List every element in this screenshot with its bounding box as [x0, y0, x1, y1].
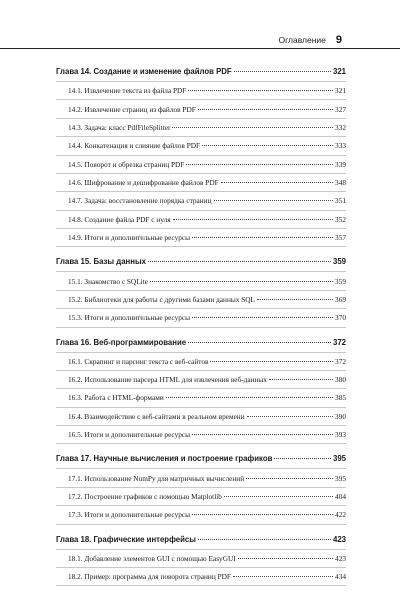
section-entry	[56, 191, 346, 209]
section-entry	[56, 228, 346, 247]
dot-leader	[186, 164, 333, 165]
section-page: 385	[335, 393, 346, 403]
section-title: 17.3. Итоги и дополнительные ресурсы	[68, 510, 191, 520]
toc-chapter	[56, 64, 346, 247]
section-page: 357	[335, 233, 346, 243]
toc-chapter	[56, 335, 346, 445]
chapter-page: 423	[332, 534, 346, 544]
dot-leader	[192, 317, 333, 318]
dot-leader	[198, 539, 331, 540]
section-title: 14.9. Итоги и дополнительные ресурсы	[68, 233, 191, 243]
chapter-page: 372	[332, 337, 346, 347]
chapter-title: Глава 17. Научные вычисления и построение графиков	[56, 454, 273, 464]
section-entry	[56, 425, 346, 444]
dot-leader	[238, 558, 333, 559]
dot-leader	[173, 219, 333, 220]
section-title: 16.3. Работа с HTML-формами	[68, 393, 164, 403]
section-page: 339	[335, 159, 346, 169]
section-title: 15.1. Знакомство с SQLite	[68, 276, 148, 286]
section-page: 422	[335, 510, 346, 520]
section-page: 404	[335, 491, 346, 501]
section-page: 321	[335, 86, 346, 96]
chapter-page: 359	[332, 257, 346, 267]
section-page: 370	[335, 313, 346, 323]
chapter-entry	[56, 254, 346, 271]
dot-leader	[192, 237, 333, 238]
dot-leader	[269, 379, 333, 380]
chapter-page: 321	[332, 67, 346, 76]
section-page: 351	[335, 196, 346, 206]
section-entry	[56, 308, 346, 327]
header-rule	[0, 48, 400, 49]
section-entry	[56, 352, 346, 370]
toc-chapter	[56, 254, 346, 327]
section-entry	[56, 487, 346, 505]
section-title: 14.3. Задача: класс PdfFileSplitter	[68, 122, 171, 132]
dot-leader	[210, 361, 333, 362]
dot-leader	[166, 397, 333, 398]
section-title: 16.2. Использование парсера HTML для извлечения веб-данных	[68, 375, 267, 385]
section-entry	[56, 468, 346, 486]
section-entry	[56, 155, 346, 173]
section-entry	[56, 567, 346, 586]
section-page: 327	[335, 104, 346, 114]
section-entry	[56, 370, 346, 388]
header-title: Оглавление	[278, 35, 326, 45]
section-page: 348	[335, 178, 346, 188]
dot-leader	[202, 145, 333, 146]
chapter-title: Глава 18. Графические интерфейсы	[56, 534, 196, 544]
dot-leader	[150, 281, 333, 282]
section-title: 14.1. Извлечение текста из файла PDF	[68, 86, 187, 96]
section-entry	[56, 290, 346, 308]
section-title: 16.4. Взаимодействие с веб-сайтами в реальном времени	[68, 411, 245, 421]
section-page: 393	[335, 430, 346, 440]
section-page: 333	[335, 141, 346, 151]
section-title: 17.1. Использование NumPy для матричных вычислений	[68, 473, 245, 483]
dot-leader	[148, 261, 331, 262]
section-page: 423	[335, 553, 346, 563]
chapter-entry	[56, 64, 346, 81]
section-title: 14.4. Конкатенация и слияние файлов PDF	[68, 141, 201, 151]
section-title: 18.2. Пример: программа для поворота страниц PDF	[68, 572, 231, 582]
dot-leader	[192, 434, 333, 435]
section-title: 17.2. Построение графиков с помощью Matplotlib	[68, 491, 222, 501]
section-entry	[56, 271, 346, 289]
dot-leader	[198, 109, 333, 110]
chapter-title: Глава 14. Создание и изменение файлов PDF	[56, 67, 232, 76]
section-title: 15.2. Библиотеки для работы с другими базами данных SQL	[68, 294, 256, 304]
section-title: 15.3. Итоги и дополнительные ресурсы	[68, 313, 191, 323]
section-title: 14.8. Создание файла PDF с нуля	[68, 214, 171, 224]
section-page: 332	[335, 122, 346, 132]
section-entry	[56, 136, 346, 154]
dot-leader	[172, 127, 333, 128]
section-entry	[56, 118, 346, 136]
dot-leader	[224, 496, 333, 497]
dot-leader	[214, 200, 334, 201]
section-entry	[56, 99, 346, 117]
chapter-entry	[56, 451, 346, 468]
chapter-page: 395	[332, 454, 346, 464]
section-title: 14.7. Задача: восстановление порядка страниц	[68, 196, 212, 206]
toc-chapter	[56, 451, 346, 524]
section-title: 16.1. Скрапинг и парсинг текста с веб-сайтов	[68, 356, 209, 366]
section-entry	[56, 210, 346, 228]
section-title: 14.2. Извлечение страниц из файлов PDF	[68, 104, 196, 114]
section-page: 359	[335, 276, 346, 286]
section-page: 434	[335, 572, 346, 582]
section-entry	[56, 505, 346, 524]
running-header	[278, 34, 342, 46]
chapter-title: Глава 16. Веб-программирование	[56, 337, 187, 347]
dot-leader	[233, 576, 333, 577]
dot-leader	[234, 71, 331, 72]
section-entry	[56, 549, 346, 567]
section-entry	[56, 173, 346, 191]
section-page: 369	[335, 294, 346, 304]
section-page: 352	[335, 214, 346, 224]
dot-leader	[188, 90, 333, 91]
section-title: 18.1. Добавление элементов GUI с помощью EasyGUI	[68, 553, 236, 563]
section-entry	[56, 81, 346, 99]
section-entry	[56, 388, 346, 406]
section-title: 14.5. Поворот и обрезка страниц PDF	[68, 159, 185, 169]
section-title: 16.5. Итоги и дополнительные ресурсы	[68, 430, 191, 440]
section-page: 372	[335, 356, 346, 366]
chapter-entry	[56, 532, 346, 549]
toc-chapter	[56, 532, 346, 587]
section-page: 390	[335, 411, 346, 421]
dot-leader	[246, 478, 333, 479]
section-page: 380	[335, 375, 346, 385]
dot-leader	[192, 514, 333, 515]
section-page: 395	[335, 473, 346, 483]
page-number: 9	[335, 34, 342, 46]
dot-leader	[257, 299, 333, 300]
dot-leader	[221, 182, 333, 183]
dot-leader	[274, 458, 331, 459]
section-title: 14.6. Шифрование и дешифрование файлов PDF	[68, 178, 219, 188]
chapter-entry	[56, 335, 346, 352]
chapter-title: Глава 15. Базы данных	[56, 257, 146, 267]
dot-leader	[247, 416, 333, 417]
section-entry	[56, 407, 346, 425]
dot-leader	[188, 342, 331, 343]
table-of-contents	[56, 64, 346, 593]
